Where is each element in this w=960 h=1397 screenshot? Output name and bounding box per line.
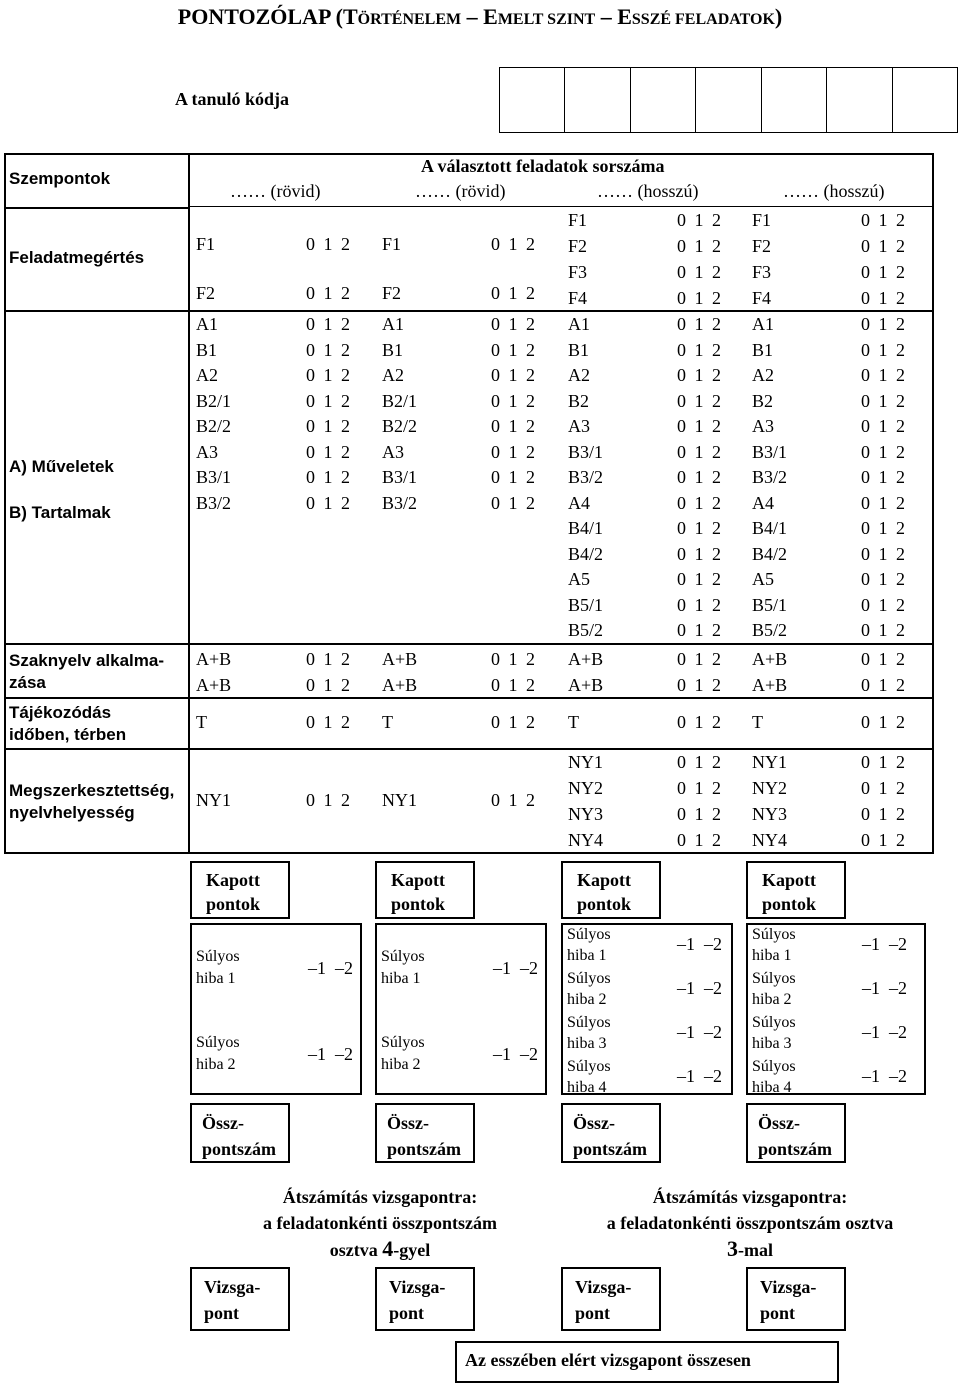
score-options[interactable]: 0 1 2 <box>677 492 721 513</box>
received-points-box[interactable] <box>190 861 290 919</box>
criterion-muveletek: A) Műveletek <box>9 457 114 476</box>
exam-points-label: Vizsga- pont <box>575 1277 632 1323</box>
task-label: B1 <box>382 339 404 360</box>
task-label: F2 <box>568 236 588 256</box>
task-label: B2/2 <box>196 416 232 436</box>
task-label: F3 <box>568 262 588 282</box>
total-points-box[interactable] <box>561 1103 661 1163</box>
task-label: NY1 <box>568 752 603 772</box>
task-label: B3/1 <box>752 441 788 462</box>
received-points-label: Kapott pontok <box>391 870 446 914</box>
penalty-options: –1 –2 <box>493 958 538 978</box>
penalty-options: –1 –2 <box>308 958 353 978</box>
task-label: T <box>568 712 579 732</box>
score-options[interactable]: 0 1 2 <box>677 262 721 282</box>
task-label: A+B <box>568 675 604 695</box>
task-label: B2 <box>568 390 590 411</box>
task-label: B5/2 <box>568 620 604 640</box>
task-label: NY4 <box>568 830 603 850</box>
exam-points-label: Vizsga- pont <box>760 1277 817 1323</box>
penalty-options: –1 –2 <box>677 978 722 998</box>
task-label: A1 <box>382 314 404 334</box>
received-points-label: Kapott pontok <box>206 870 261 914</box>
task-label: B5/1 <box>568 594 604 615</box>
conversion-left: Átszámítás vizsgapontra: a feladatonkénti összpontszám osztva 4-gyel <box>262 1187 497 1261</box>
task-label: T <box>382 712 393 732</box>
score-options[interactable]: 0 1 2 <box>861 467 905 487</box>
penalty-options: –1 –2 <box>677 1066 722 1086</box>
score-options[interactable]: 0 1 2 <box>861 649 905 669</box>
task-label: B4/1 <box>752 518 788 538</box>
task-label: NY1 <box>752 752 787 772</box>
score-options[interactable]: 0 1 2 <box>861 712 905 732</box>
total-points-box[interactable] <box>190 1103 290 1163</box>
score-options[interactable]: 0 1 2 <box>677 390 721 411</box>
selected-tasks-header: A választott feladatok sorszáma <box>421 156 665 176</box>
score-options[interactable]: 0 1 2 <box>306 283 350 303</box>
score-options[interactable]: 0 1 2 <box>677 569 721 589</box>
col-header-2: …… (rövid) <box>415 181 506 201</box>
criterion-tartalmak: B) Tartalmak <box>9 503 111 522</box>
criterion-tajekozodas: Tájékozódás időben, térben <box>9 703 127 744</box>
col-header-1: …… (rövid) <box>230 181 321 201</box>
task-label: B1 <box>196 339 218 360</box>
score-options[interactable]: 0 1 2 <box>677 778 721 798</box>
task-label: B3/1 <box>382 467 418 487</box>
task-label: T <box>752 712 763 732</box>
score-options[interactable]: 0 1 2 <box>861 236 905 256</box>
score-options[interactable]: 0 1 2 <box>491 467 535 487</box>
task-label: A+B <box>196 675 232 695</box>
task-label: F1 <box>382 234 402 254</box>
score-options[interactable]: 0 1 2 <box>306 365 350 385</box>
score-options[interactable]: 0 1 2 <box>306 649 350 669</box>
task-label: A5 <box>568 569 590 589</box>
score-options[interactable]: 0 1 2 <box>677 620 721 640</box>
task-label: NY3 <box>752 804 787 824</box>
criterion-szaknyelv: Szaknyelv alkalma- zása <box>9 651 164 692</box>
exam-points-box[interactable] <box>561 1267 661 1331</box>
task-label: A+B <box>382 675 418 695</box>
score-options[interactable]: 0 1 2 <box>306 790 350 810</box>
task-label: A2 <box>568 365 590 385</box>
serious-error-label: Súlyos hiba 2 <box>567 970 611 1008</box>
exam-points-box[interactable] <box>375 1267 475 1331</box>
score-options[interactable]: 0 1 2 <box>861 390 905 411</box>
task-label: F2 <box>752 236 772 256</box>
total-score-label: Az esszében elért vizsgapont összesen <box>465 1350 751 1370</box>
task-label: A1 <box>752 314 774 334</box>
score-options[interactable]: 0 1 2 <box>677 441 721 462</box>
score-options[interactable]: 0 1 2 <box>861 518 905 538</box>
score-options[interactable]: 0 1 2 <box>306 675 350 695</box>
task-label: B4/2 <box>568 543 604 564</box>
serious-error-label: Súlyos hiba 4 <box>567 1058 611 1096</box>
received-points-box[interactable] <box>375 861 475 919</box>
col-header-4: …… (hosszú) <box>783 181 885 201</box>
score-options[interactable]: 0 1 2 <box>677 416 721 436</box>
score-options[interactable]: 0 1 2 <box>491 441 535 462</box>
score-options[interactable]: 0 1 2 <box>306 441 350 462</box>
criterion-szempontok: Szempontok <box>9 169 111 188</box>
task-label: A2 <box>196 365 218 385</box>
task-label: F3 <box>752 262 772 282</box>
score-options[interactable]: 0 1 2 <box>677 712 721 732</box>
serious-error-label: Súlyos hiba 3 <box>567 1014 611 1052</box>
score-options[interactable]: 0 1 2 <box>306 339 350 360</box>
task-label: A+B <box>568 649 604 669</box>
task-label: A3 <box>568 416 590 436</box>
task-label: B3/2 <box>382 492 418 513</box>
score-options[interactable]: 0 1 2 <box>491 283 535 303</box>
student-code-boxes[interactable] <box>499 67 958 133</box>
score-options[interactable]: 0 1 2 <box>677 518 721 538</box>
score-options[interactable]: 0 1 2 <box>677 649 721 669</box>
task-label: A3 <box>382 441 404 462</box>
total-points-box[interactable] <box>375 1103 475 1163</box>
task-label: NY4 <box>752 830 787 850</box>
exam-points-label: Vizsga- pont <box>204 1277 261 1323</box>
student-code-label: A tanuló kódja <box>175 89 290 109</box>
serious-error-label: Súlyos hiba 2 <box>381 1034 425 1073</box>
received-points-box[interactable] <box>561 861 661 919</box>
score-options[interactable]: 0 1 2 <box>677 804 721 824</box>
score-options[interactable]: 0 1 2 <box>861 416 905 436</box>
penalty-options: –1 –2 <box>862 1066 907 1086</box>
task-label: A3 <box>196 441 218 462</box>
score-options[interactable]: 0 1 2 <box>491 234 535 254</box>
penalty-options: –1 –2 <box>677 1022 722 1042</box>
score-options[interactable]: 0 1 2 <box>491 416 535 436</box>
total-points-label: Össz- pontszám <box>758 1113 833 1159</box>
score-options[interactable]: 0 1 2 <box>677 365 721 385</box>
task-label: B3/2 <box>568 467 604 487</box>
task-label: A+B <box>196 649 232 669</box>
penalty-options: –1 –2 <box>862 934 907 954</box>
task-label: A5 <box>752 569 774 589</box>
task-label: NY3 <box>568 804 603 824</box>
total-points-label: Össz- pontszám <box>573 1113 648 1159</box>
task-label: B3/1 <box>196 467 232 487</box>
score-options[interactable]: 0 1 2 <box>861 804 905 824</box>
score-options[interactable]: 0 1 2 <box>677 236 721 256</box>
task-label: T <box>196 712 207 732</box>
task-label: A+B <box>752 675 788 695</box>
task-label: F2 <box>196 283 216 303</box>
task-label: F1 <box>568 210 588 230</box>
task-label: B4/2 <box>752 543 788 564</box>
score-options[interactable]: 0 1 2 <box>306 234 350 254</box>
serious-error-label: Súlyos hiba 1 <box>567 926 611 964</box>
received-points-label: Kapott pontok <box>762 870 817 914</box>
task-label: B2/1 <box>196 390 232 411</box>
score-options[interactable]: 0 1 2 <box>677 314 721 334</box>
score-options[interactable]: 0 1 2 <box>677 288 721 308</box>
score-options[interactable]: 0 1 2 <box>306 467 350 487</box>
score-options[interactable]: 0 1 2 <box>861 492 905 513</box>
score-options[interactable]: 0 1 2 <box>861 543 905 564</box>
score-options[interactable]: 0 1 2 <box>491 390 535 411</box>
serious-error-label: Súlyos hiba 1 <box>752 926 796 964</box>
score-options[interactable]: 0 1 2 <box>677 210 721 230</box>
score-options[interactable]: 0 1 2 <box>677 339 721 360</box>
task-label: B2/1 <box>382 390 418 411</box>
exam-points-box[interactable] <box>746 1267 846 1331</box>
score-options[interactable]: 0 1 2 <box>861 620 905 640</box>
score-options[interactable]: 0 1 2 <box>861 675 905 695</box>
score-options[interactable]: 0 1 2 <box>491 675 535 695</box>
exam-points-label: Vizsga- pont <box>389 1277 446 1323</box>
score-options[interactable]: 0 1 2 <box>861 752 905 772</box>
score-options[interactable]: 0 1 2 <box>861 288 905 308</box>
serious-error-label: Súlyos hiba 1 <box>381 948 425 987</box>
penalty-options: –1 –2 <box>862 1022 907 1042</box>
penalty-options: –1 –2 <box>862 978 907 998</box>
task-label: A+B <box>382 649 418 669</box>
task-label: B3/2 <box>752 467 788 487</box>
task-label: B2 <box>752 390 774 411</box>
score-options[interactable]: 0 1 2 <box>861 262 905 282</box>
score-options[interactable]: 0 1 2 <box>491 365 535 385</box>
serious-error-label: Súlyos hiba 4 <box>752 1058 796 1096</box>
task-label: B5/1 <box>752 594 788 615</box>
total-points-label: Össz- pontszám <box>387 1113 462 1159</box>
total-points-box[interactable] <box>746 1103 846 1163</box>
received-points-label: Kapott pontok <box>577 870 632 914</box>
penalty-options: –1 –2 <box>308 1044 353 1064</box>
task-label: F4 <box>752 288 772 308</box>
received-points-box[interactable] <box>746 861 846 919</box>
conversion-right: Átszámítás vizsgapontra: a feladatonkénti összpontszám osztva 3-mal <box>606 1187 894 1261</box>
score-options[interactable]: 0 1 2 <box>306 492 350 513</box>
penalty-options: –1 –2 <box>677 934 722 954</box>
score-options[interactable]: 0 1 2 <box>677 467 721 487</box>
score-options[interactable]: 0 1 2 <box>861 210 905 230</box>
score-options[interactable]: 0 1 2 <box>861 365 905 385</box>
task-label: F1 <box>752 210 772 230</box>
serious-error-label: Súlyos hiba 2 <box>752 970 796 1008</box>
task-label: A2 <box>752 365 774 385</box>
score-options[interactable]: 0 1 2 <box>861 830 905 850</box>
score-options[interactable]: 0 1 2 <box>491 790 535 810</box>
exam-points-box[interactable] <box>190 1267 290 1331</box>
task-label: B5/2 <box>752 620 788 640</box>
task-label: A1 <box>568 314 590 334</box>
score-options[interactable]: 0 1 2 <box>861 778 905 798</box>
score-options[interactable]: 0 1 2 <box>861 314 905 334</box>
score-options[interactable]: 0 1 2 <box>491 492 535 513</box>
task-label: B3/1 <box>568 441 604 462</box>
score-options[interactable]: 0 1 2 <box>306 314 350 334</box>
score-options[interactable]: 0 1 2 <box>491 314 535 334</box>
task-label: A4 <box>568 492 590 513</box>
task-label: A3 <box>752 416 774 436</box>
score-options[interactable]: 0 1 2 <box>677 830 721 850</box>
score-options[interactable]: 0 1 2 <box>861 441 905 462</box>
score-options[interactable]: 0 1 2 <box>491 712 535 732</box>
task-label: NY1 <box>382 790 417 810</box>
score-options[interactable]: 0 1 2 <box>677 675 721 695</box>
task-label: NY2 <box>752 778 787 798</box>
serious-error-label: Súlyos hiba 2 <box>196 1034 240 1073</box>
serious-error-label: Súlyos hiba 1 <box>196 948 240 987</box>
page-title: PONTOZÓLAP (TÖRTÉNELEM – EMELT SZINT – ESSZÉ FELADATOK) <box>177 4 783 29</box>
score-options[interactable]: 0 1 2 <box>861 594 905 615</box>
penalty-options: –1 –2 <box>493 1044 538 1064</box>
task-label: NY1 <box>196 790 231 810</box>
score-options[interactable]: 0 1 2 <box>677 594 721 615</box>
task-label: B4/1 <box>568 518 604 538</box>
task-label: F2 <box>382 283 402 303</box>
task-label: A2 <box>382 365 404 385</box>
score-options[interactable]: 0 1 2 <box>491 649 535 669</box>
score-options[interactable]: 0 1 2 <box>677 543 721 564</box>
score-options[interactable]: 0 1 2 <box>861 339 905 360</box>
criterion-megszerkesztettseg: Megszerkesztettség, nyelvhelyesség <box>9 781 175 822</box>
task-label: B3/2 <box>196 492 232 513</box>
task-label: F1 <box>196 234 216 254</box>
total-points-label: Össz- pontszám <box>202 1113 277 1159</box>
score-options[interactable]: 0 1 2 <box>491 339 535 360</box>
score-options[interactable]: 0 1 2 <box>306 712 350 732</box>
task-label: A4 <box>752 492 774 513</box>
score-options[interactable]: 0 1 2 <box>677 752 721 772</box>
score-options[interactable]: 0 1 2 <box>306 416 350 436</box>
task-label: A1 <box>196 314 218 334</box>
score-options[interactable]: 0 1 2 <box>306 390 350 411</box>
col-header-3: …… (hosszú) <box>597 181 699 201</box>
task-label: NY2 <box>568 778 603 798</box>
score-options[interactable]: 0 1 2 <box>861 569 905 589</box>
task-label: B1 <box>752 339 774 360</box>
task-label: B2/2 <box>382 416 418 436</box>
serious-error-label: Súlyos hiba 3 <box>752 1014 796 1052</box>
task-label: F4 <box>568 288 588 308</box>
criterion-feladatmegertes: Feladatmegértés <box>9 248 145 267</box>
task-label: B1 <box>568 339 590 360</box>
task-label: A+B <box>752 649 788 669</box>
